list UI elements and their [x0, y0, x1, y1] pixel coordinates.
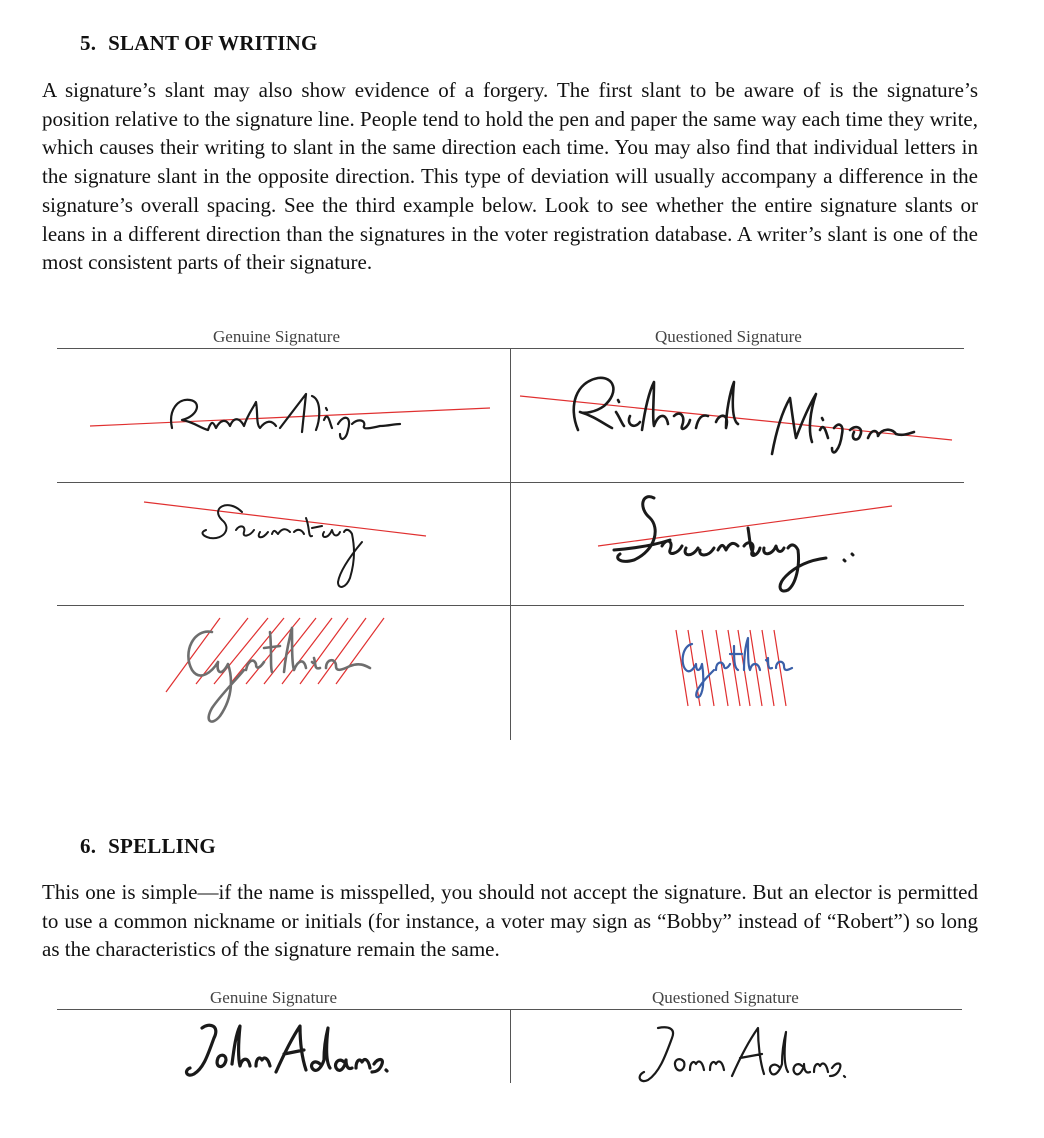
- signature-image: [598, 488, 898, 600]
- signature-image: [672, 624, 802, 714]
- section-6-heading: [80, 834, 216, 859]
- genuine-column-header: Genuine Signature: [213, 327, 340, 346]
- genuine-column-header: Genuine Signature: [210, 988, 337, 1007]
- section-6-number: 6.: [80, 834, 97, 858]
- table-column-divider: [510, 348, 511, 740]
- questioned-column-header: Questioned Signature: [652, 988, 799, 1007]
- slant-guide-lines: [166, 618, 384, 692]
- signature-image: [180, 1018, 390, 1082]
- slant-guide-line: [144, 502, 426, 536]
- signature-image: [632, 1020, 848, 1086]
- slant-guide-line: [520, 396, 952, 440]
- questioned-column-header: Questioned Signature: [655, 327, 802, 346]
- section-5-paragraph: A signature’s slant may also show evidence of a forgery. The first slant to be aware of is the signature’s position relative to the signature line. People tend to hold the pen and paper the same way each time they write, which causes their writing to slant in the same direction each time. You may also find that individual letters in the signature slant in the opposite direction. This type of deviation will usually accompany a difference in the signature’s overall spacing. See the third example below. Look to see whether the entire signature slants or leans in a different direction than the signatures in the voter registration database. A writer’s slant is one of the most consistent parts of their signature.: [42, 78, 978, 275]
- signature-image: [90, 380, 490, 450]
- section-5-number: 5.: [80, 31, 97, 55]
- section-5-heading: [80, 31, 318, 56]
- section-6-paragraph: This one is simple—if the name is misspelled, you should not accept the signature. But an elector is permitted to use a common nickname or initials (for instance, a voter may sign as “Bobby” instead of “Robert”) so long as the characteristics of the signature remain the same.: [42, 880, 978, 962]
- signature-image: [520, 372, 960, 472]
- section-6-title: SPELLING: [108, 834, 216, 858]
- section-5-title: SLANT OF WRITING: [108, 31, 318, 55]
- slant-guide-line: [598, 506, 892, 546]
- slant-guide-line: [90, 408, 490, 426]
- signature-image: [160, 612, 390, 736]
- table-column-divider: [510, 1009, 511, 1083]
- signature-image: [140, 488, 430, 600]
